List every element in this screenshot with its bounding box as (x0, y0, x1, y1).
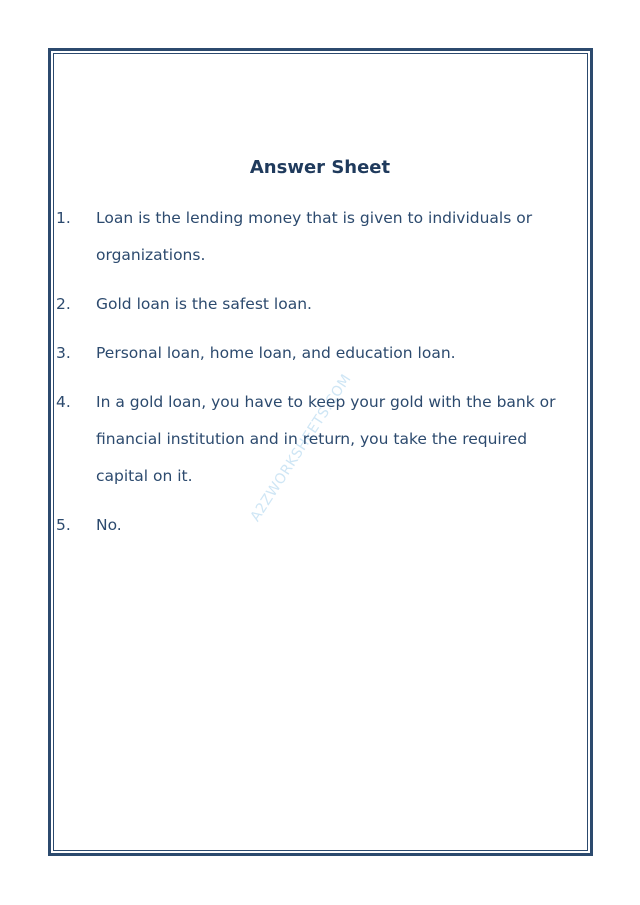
page-title: Answer Sheet (249, 157, 391, 178)
answer-text: No. (96, 516, 122, 534)
answer-number: 4. (56, 393, 71, 411)
answer-text: Gold loan is the safest loan. (96, 295, 312, 313)
answer-item-5 (56, 507, 566, 544)
watermark: A2ZWORKSHEETS.COM (247, 371, 355, 525)
answer-text: Personal loan, home loan, and education loan. (96, 344, 456, 362)
answer-number: 3. (56, 344, 71, 362)
answer-number: 5. (56, 516, 71, 534)
answer-number: 1. (56, 209, 71, 227)
answer-item-3 (56, 335, 566, 372)
answer-item-1 (56, 200, 566, 274)
answer-item-2 (56, 286, 566, 323)
answer-number: 2. (56, 295, 71, 313)
answer-item-4 (56, 384, 566, 495)
answer-text: In a gold loan, you have to keep your gold with the bank or financial institution and in return, you take the required capital on it. (96, 393, 556, 485)
answer-list (56, 200, 566, 544)
answer-text: Loan is the lending money that is given to individuals or organizations. (96, 209, 533, 264)
